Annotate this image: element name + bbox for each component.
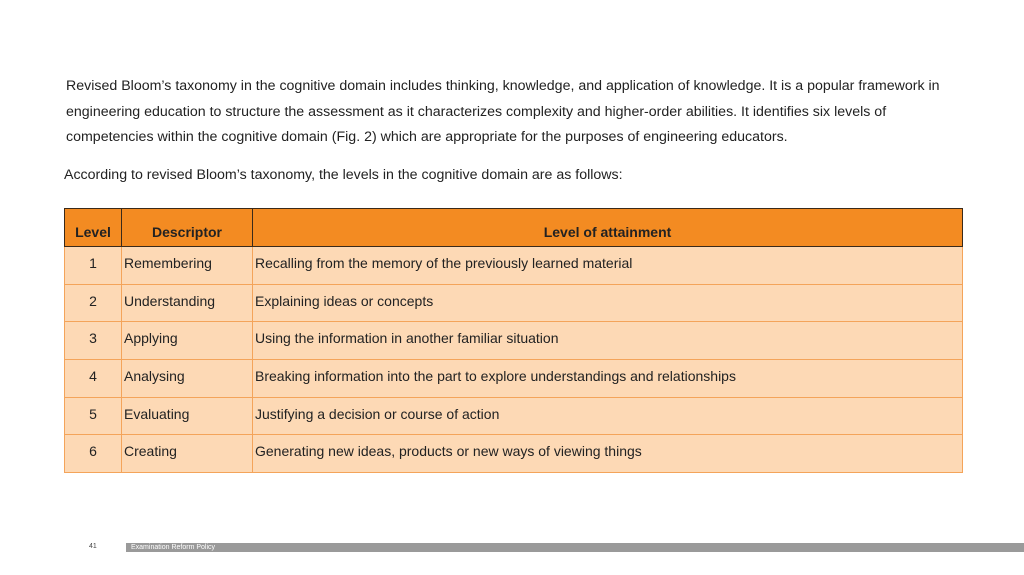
footer-bar bbox=[126, 543, 1024, 552]
cell-attainment: Breaking information into the part to explore understandings and relationships bbox=[253, 360, 963, 398]
table-row bbox=[65, 322, 963, 360]
table-row bbox=[65, 435, 963, 473]
header-level: Level bbox=[65, 209, 122, 247]
footer-label: Examination Reform Policy bbox=[131, 544, 216, 551]
cell-level: 3 bbox=[65, 322, 122, 360]
cell-level: 2 bbox=[65, 284, 122, 322]
cell-descriptor: Remembering bbox=[122, 247, 253, 285]
cell-attainment: Justifying a decision or course of action bbox=[253, 397, 963, 435]
page-number: 41 bbox=[89, 543, 97, 550]
cell-level: 4 bbox=[65, 360, 122, 398]
cell-descriptor: Applying bbox=[122, 322, 253, 360]
cell-descriptor: Understanding bbox=[122, 284, 253, 322]
cell-descriptor: Analysing bbox=[122, 360, 253, 398]
cell-descriptor: Creating bbox=[122, 435, 253, 473]
header-descriptor: Descriptor bbox=[122, 209, 253, 247]
cell-attainment: Generating new ideas, products or new ways of viewing things bbox=[253, 435, 963, 473]
intro-line: engineering education to structure the assessment as it characterizes complexity and higher-order abilities. It identifies six levels of bbox=[66, 103, 887, 120]
table-row bbox=[65, 397, 963, 435]
cell-attainment: Using the information in another familiar situation bbox=[253, 322, 963, 360]
intro-line: competencies within the cognitive domain (Fig. 2) which are appropriate for the purposes of engineering educators. bbox=[66, 129, 788, 145]
header-level-of-attainment: Level of attainment bbox=[253, 209, 963, 247]
lead-sentence: According to revised Bloom’s taxonomy, the levels in the cognitive domain are as follows: bbox=[64, 167, 623, 183]
bloom-levels-table bbox=[64, 208, 963, 473]
table-row bbox=[65, 360, 963, 398]
cell-level: 6 bbox=[65, 435, 122, 473]
intro-line: Revised Bloom’s taxonomy in the cognitive domain includes thinking, knowledge, and application of knowledge. It is a popular framework in bbox=[66, 78, 940, 94]
cell-level: 1 bbox=[65, 247, 122, 285]
cell-attainment: Recalling from the memory of the previously learned material bbox=[253, 247, 963, 285]
table-header-row bbox=[65, 209, 963, 247]
cell-attainment: Explaining ideas or concepts bbox=[253, 284, 963, 322]
table-row bbox=[65, 284, 963, 322]
intro-paragraph bbox=[66, 74, 966, 151]
table-row bbox=[65, 247, 963, 285]
cell-level: 5 bbox=[65, 397, 122, 435]
cell-descriptor: Evaluating bbox=[122, 397, 253, 435]
